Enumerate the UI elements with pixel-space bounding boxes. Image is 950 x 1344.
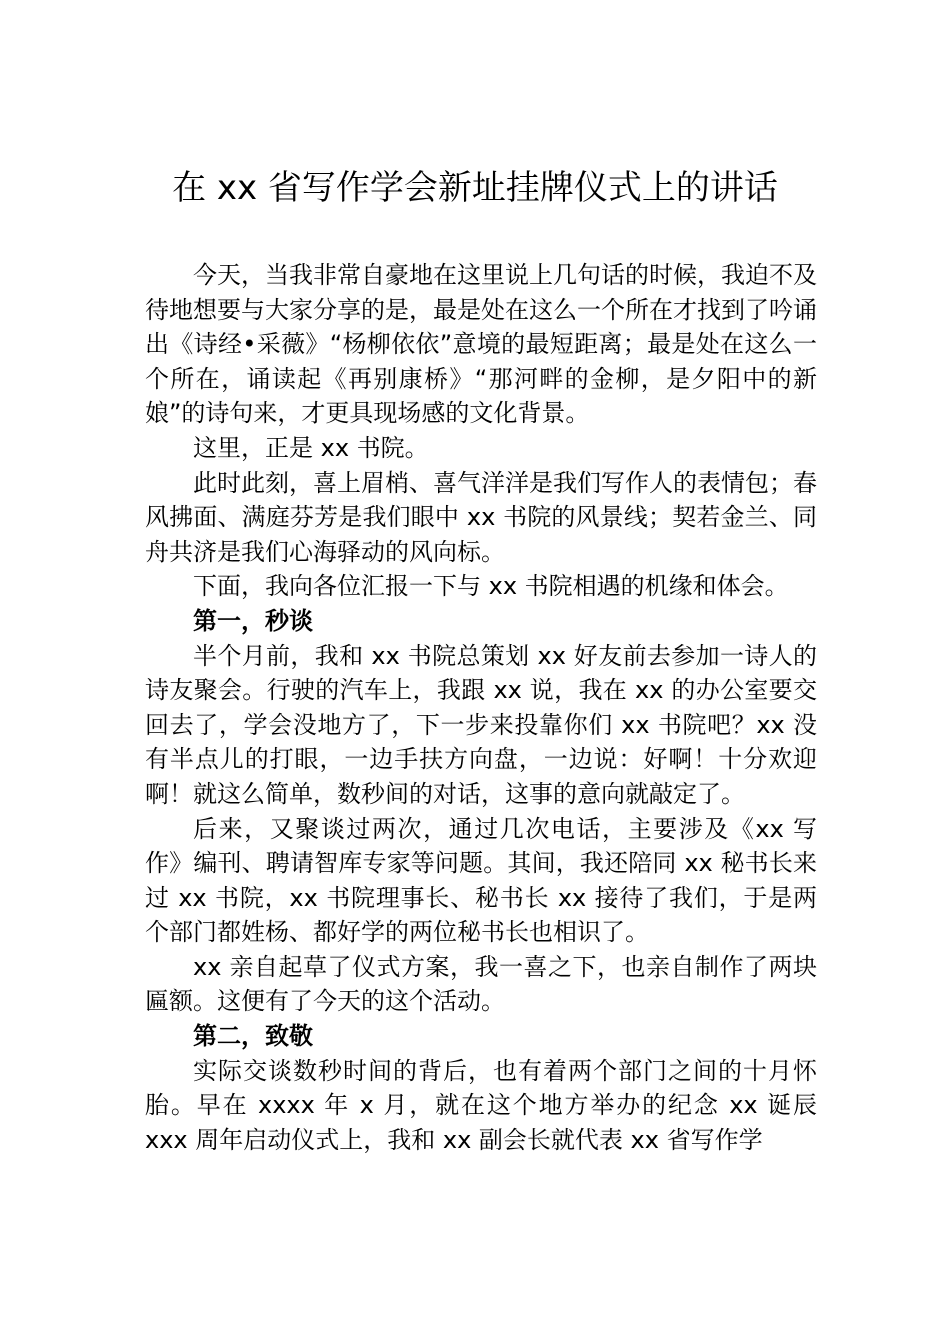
paragraph: 半个月前，我和 xx 书院总策划 xx 好友前去参加一诗人的诗友聚会。行驶的汽车上，我跟 xx 说，我在 xx 的办公室要交回去了，学会没地方了，下一步来投靠你们 xx 书院吧？xx 没有半点儿的打眼，一边手扶方向盘，一边说：好啊！十分欢迎啊！就这么简单，数秒间的对话，这事的意向就敲定了。 <box>145 641 817 808</box>
paragraph: 这里，正是 xx 书院。 <box>193 433 429 462</box>
section-heading: 第二，致敬 <box>193 1022 313 1051</box>
section-heading: 第一，秒谈 <box>193 606 313 635</box>
paragraph: xx 亲自起草了仪式方案，我一喜之下，也亲自制作了两块匾额。这便有了今天的这个活动。 <box>145 952 817 1016</box>
paragraph: 下面，我向各位汇报一下与 xx 书院相遇的机缘和体会。 <box>193 572 789 601</box>
paragraph: 后来，又聚谈过两次，通过几次电话，主要涉及《xx 写作》编刊、聘请智库专家等问题。其间，我还陪同 xx 秘书长来过 xx 书院，xx 书院理事长、秘书长 xx 接待了我们，于是两个部门都姓杨、都好学的两位秘书长也相识了。 <box>145 814 817 947</box>
paragraph: 今天，当我非常自豪地在这里说上几句话的时候，我迫不及待地想要与大家分享的是，最是处在这么一个所在才找到了吟诵出《诗经•采薇》“杨柳依依”意境的最短距离；最是处在这么一个所在，诵读起《再别康桥》“那河畔的金柳，是夕阳中的新娘”的诗句来，才更具现场感的文化背景。 <box>145 261 817 428</box>
document-title: 在 xx 省写作学会新址挂牌仪式上的讲话 <box>172 168 778 208</box>
paragraph: 实际交谈数秒时间的背后，也有着两个部门之间的十月怀胎。早在 xxxx 年 x 月，就在这个地方举办的纪念 xx 诞辰 xxx 周年启动仪式上，我和 xx 副会长就代表 xx 省写作学 <box>145 1056 817 1154</box>
paragraph: 此时此刻，喜上眉梢、喜气洋洋是我们写作人的表情包；春风拂面、满庭芬芳是我们眼中 xx 书院的风景线；契若金兰、同舟共济是我们心海驿动的风向标。 <box>145 468 817 566</box>
document-body <box>145 258 817 1157</box>
